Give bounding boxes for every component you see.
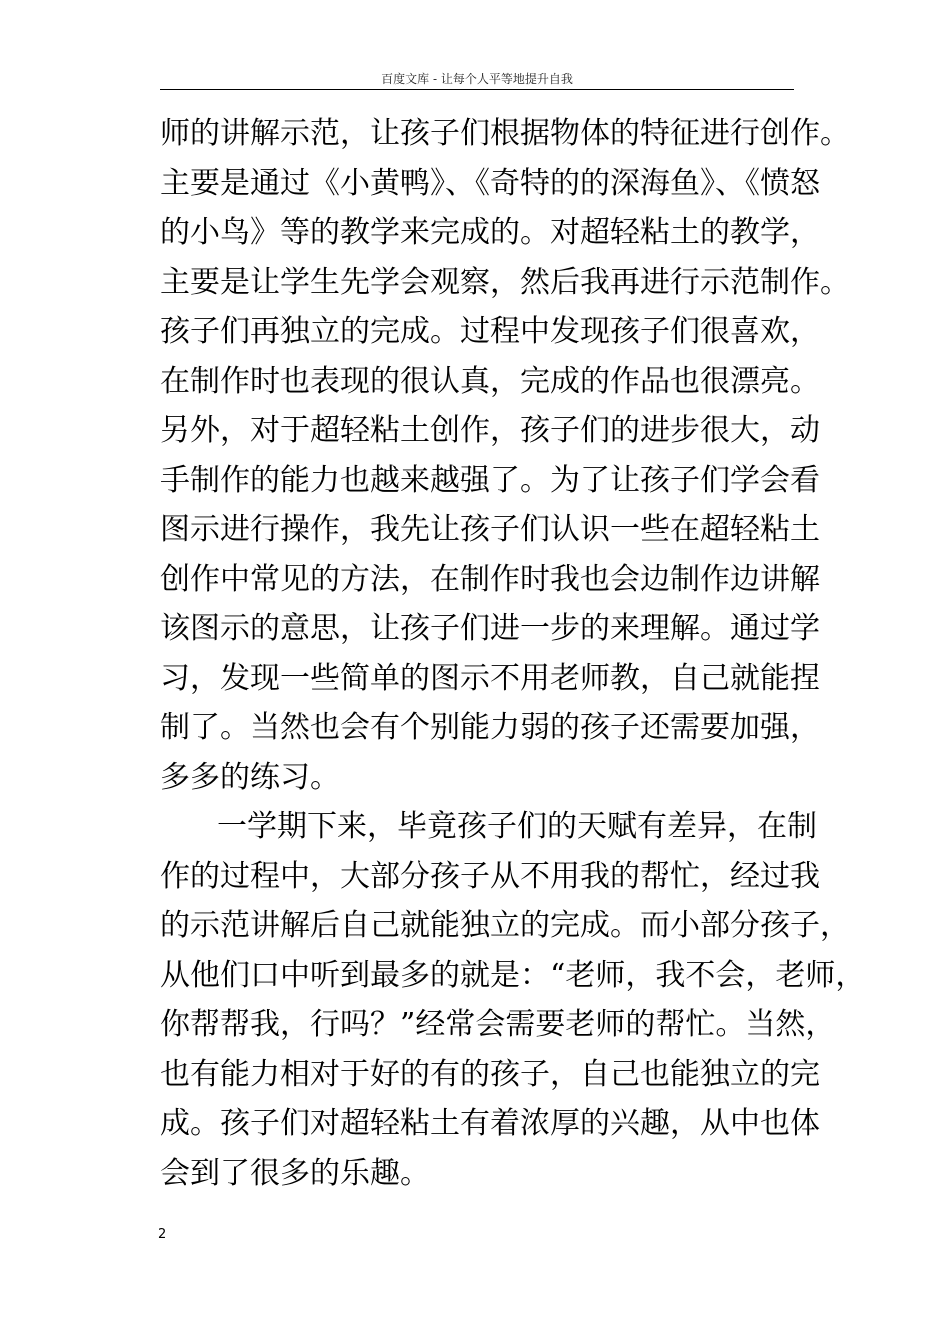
text-line: 该图示的意思，让孩子们进一步的来理解。通过学 (160, 611, 820, 646)
text-line: 习，发现一些简单的图示不用老师教，自己就能捏 (160, 660, 820, 696)
text-line: 制了。当然也会有个别能力弱的孩子还需要加强， (160, 710, 820, 745)
text-line: 孩子们再独立的完成。过程中发现孩子们很喜欢， (160, 314, 820, 349)
document-body (160, 109, 866, 1198)
page-number: 2 (158, 1227, 167, 1242)
text-line: 主要是通过《小黄鸭》、《奇特的的深海鱼》、《愤怒 (160, 165, 820, 201)
page-header: 百度文库 - 让每个人平等地提升自我 (381, 72, 573, 86)
text-line: 创作中常见的方法，在制作时我也会边制作边讲解 (160, 561, 820, 597)
text-line: 成。孩子们对超轻粘土有着浓厚的兴趣，从中也体 (160, 1106, 820, 1141)
text-line: 也有能力相对于好的有的孩子，自己也能独立的完 (160, 1056, 820, 1092)
text-line: 你帮帮我，行吗？”经常会需要老师的帮忙。当然， (160, 1007, 836, 1042)
text-line: 图示进行操作，我先让孩子们认识一些在超轻粘土 (160, 512, 820, 547)
text-line: 主要是让学生先学会观察，然后我再进行示范制作。 (160, 264, 850, 300)
text-line: 的示范讲解后自己就能独立的完成。而小部分孩子， (160, 908, 850, 943)
text-line: 从他们口中听到最多的就是：“老师，我不会，老师， (160, 957, 866, 993)
text-line: 手制作的能力也越来越强了。为了让孩子们学会看 (160, 462, 820, 498)
header-divider (160, 89, 794, 90)
text-line: 会到了很多的乐趣。 (160, 1155, 430, 1191)
text-line: 师的讲解示范，让孩子们根据物体的特征进行创作。 (160, 116, 850, 151)
text-line: 另外，对于超轻粘土创作，孩子们的进步很大，动 (160, 413, 820, 448)
paragraph-first-line: 一学期下来，毕竟孩子们的天赋有差异，在制 (217, 809, 817, 844)
text-line: 的小鸟》等的教学来完成的。对超轻粘土的教学， (160, 215, 820, 250)
text-line: 作的过程中，大部分孩子从不用我的帮忙，经过我 (160, 858, 820, 894)
text-line: 多多的练习。 (160, 759, 340, 795)
text-line: 在制作时也表现的很认真，完成的作品也很漂亮。 (160, 363, 820, 399)
